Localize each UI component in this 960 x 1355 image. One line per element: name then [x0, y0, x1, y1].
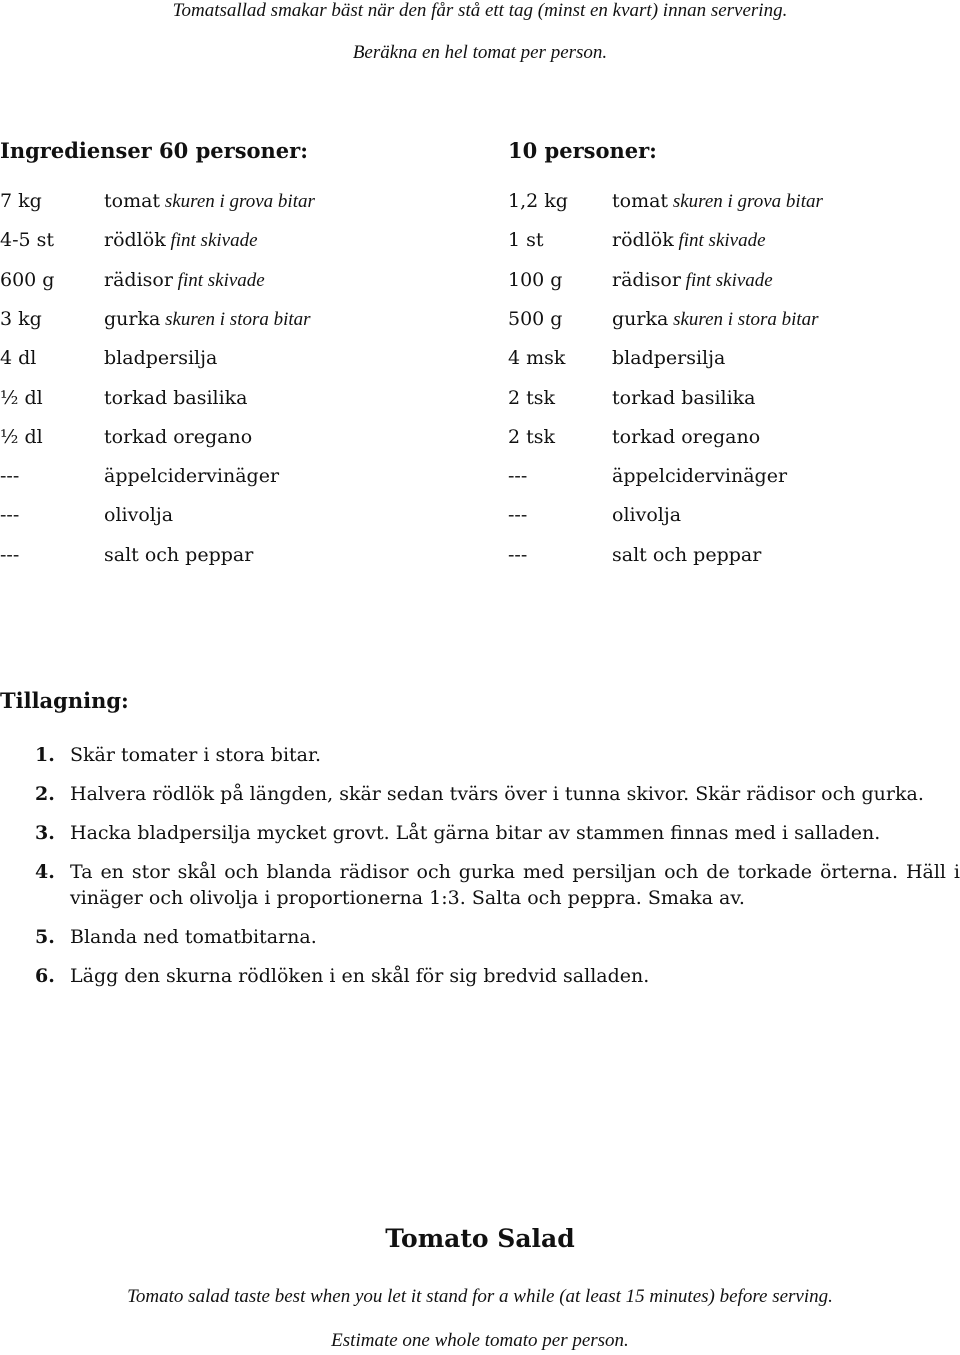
ingredient-quantity: ½ dl	[0, 386, 43, 409]
ingredient-label: rädisor	[104, 268, 173, 291]
ingredient-note: skuren i grova bitar	[160, 191, 315, 212]
ingredient-name	[104, 229, 258, 252]
ingredient-note: fint skivade	[172, 269, 265, 291]
preparation-step	[0, 820, 960, 846]
ingredient-name	[104, 347, 217, 369]
ingredient-note: fint skivade	[165, 230, 258, 252]
step-text: Ta en stor skål och blanda rädisor och gurka med persiljan och de torkade örterna. Häll i vinäger och olivolja i proportionerna 1:3. Salta och peppra. Smaka av.	[70, 861, 960, 909]
ingredient-name	[612, 269, 773, 292]
ingredient-quantity: ---	[508, 504, 528, 527]
preparation-step	[0, 924, 960, 950]
ingredient-label: rödlök	[612, 229, 674, 252]
ingredient-name	[612, 190, 823, 213]
ingredient-name	[612, 465, 787, 487]
ingredient-quantity: ---	[0, 465, 20, 488]
preparation-steps	[0, 742, 960, 1002]
ingredient-label: äppelcidervinäger	[612, 465, 788, 488]
step-text: Hacka bladpersilja mycket grovt. Låt gärna bitar av stammen finnas med i salladen.	[70, 822, 881, 844]
ingredient-note: skuren i stora bitar	[160, 308, 311, 330]
ingredient-quantity: 1,2 kg	[508, 190, 568, 212]
ingredient-name	[104, 465, 279, 487]
ingredient-name	[612, 544, 761, 566]
heading-60-persons: Ingredienser 60 personer:	[0, 138, 308, 163]
step-text: Blanda ned tomatbitarna.	[70, 926, 317, 948]
step-text: Lägg den skurna rödlöken i en skål för sig bredvid salladen.	[70, 965, 650, 987]
ingredient-name	[612, 229, 766, 252]
ingredient-name	[104, 426, 252, 448]
ingredient-quantity: 2 tsk	[508, 386, 556, 409]
ingredient-note: fint skivade	[673, 230, 766, 252]
ingredient-quantity: 1 st	[508, 229, 544, 252]
ingredient-quantity: 4 msk	[508, 347, 566, 370]
ingredient-label: rödlök	[104, 229, 166, 252]
ingredient-quantity: 500 g	[508, 307, 563, 330]
ingredient-label: torkad basilika	[104, 386, 248, 409]
step-number: 3.	[35, 822, 55, 844]
ingredient-label: salt och peppar	[104, 543, 254, 566]
ingredient-quantity: ---	[0, 504, 20, 527]
ingredient-quantity: 4-5 st	[0, 229, 55, 252]
ingredient-name	[104, 308, 311, 331]
ingredient-quantity: 4 dl	[0, 347, 37, 370]
ingredient-label: torkad oregano	[612, 425, 761, 448]
ingredient-label: olivolja	[612, 504, 682, 527]
ingredient-quantity: 100 g	[508, 268, 563, 291]
ingredient-quantity: ---	[508, 543, 528, 566]
ingredient-label: torkad oregano	[104, 425, 253, 448]
ingredient-label: tomat	[612, 190, 669, 212]
intro-line-2: Beräkna en hel tomat per person.	[352, 42, 608, 63]
ingredient-label: torkad basilika	[612, 386, 756, 409]
preparation-heading: Tillagning:	[0, 688, 129, 713]
step-text: Halvera rödlök på längden, skär sedan tvärs över i tunna skivor. Skär rädisor och gurka.	[70, 783, 924, 805]
step-number: 4.	[35, 861, 55, 883]
preparation-step	[0, 859, 960, 911]
ingredient-name	[104, 387, 248, 409]
preparation-step	[0, 781, 960, 807]
preparation-step	[0, 963, 960, 989]
ingredient-label: äppelcidervinäger	[104, 465, 280, 488]
ingredient-name	[612, 426, 760, 448]
ingredient-quantity: 3 kg	[0, 307, 42, 330]
ingredient-name	[104, 544, 253, 566]
step-number: 6.	[35, 965, 55, 987]
heading-10-persons: 10 personer:	[508, 138, 657, 163]
ingredient-quantity: 7 kg	[0, 190, 42, 212]
step-text: Skär tomater i stora bitar.	[70, 744, 322, 766]
ingredient-name	[104, 269, 265, 292]
ingredient-name	[104, 504, 173, 526]
step-number: 5.	[35, 926, 55, 948]
ingredient-name	[612, 308, 819, 331]
preparation-step	[0, 742, 960, 768]
ingredient-label: bladpersilja	[612, 347, 726, 370]
english-line-2: Estimate one whole tomato per person.	[331, 1330, 629, 1351]
ingredient-label: tomat	[104, 190, 161, 212]
english-title: Tomato Salad	[385, 1224, 575, 1253]
step-number: 1.	[35, 744, 55, 766]
ingredient-label: salt och peppar	[612, 543, 762, 566]
ingredient-label: olivolja	[104, 504, 174, 527]
ingredient-quantity: ---	[508, 465, 528, 488]
ingredient-name	[104, 190, 315, 213]
ingredient-quantity: 600 g	[0, 268, 55, 291]
ingredient-name	[612, 347, 725, 369]
ingredient-quantity: ½ dl	[0, 425, 43, 448]
ingredient-note: fint skivade	[680, 269, 773, 291]
english-line-1: Tomato salad taste best when you let it stand for a while (at least 15 minutes) before serving.	[127, 1286, 833, 1307]
ingredient-quantity: ---	[0, 543, 20, 566]
ingredient-note: skuren i stora bitar	[668, 308, 819, 330]
ingredient-note: skuren i grova bitar	[668, 191, 823, 212]
ingredient-quantity: 2 tsk	[508, 425, 556, 448]
ingredient-name	[612, 504, 681, 526]
ingredient-name	[612, 387, 756, 409]
ingredient-label: bladpersilja	[104, 347, 218, 370]
step-number: 2.	[35, 783, 55, 805]
ingredient-label: gurka	[104, 307, 161, 330]
ingredient-label: gurka	[612, 307, 669, 330]
ingredient-label: rädisor	[612, 268, 681, 291]
intro-line-1: Tomatsallad smakar bäst när den får stå ett tag (minst en kvart) innan servering.	[172, 0, 788, 21]
